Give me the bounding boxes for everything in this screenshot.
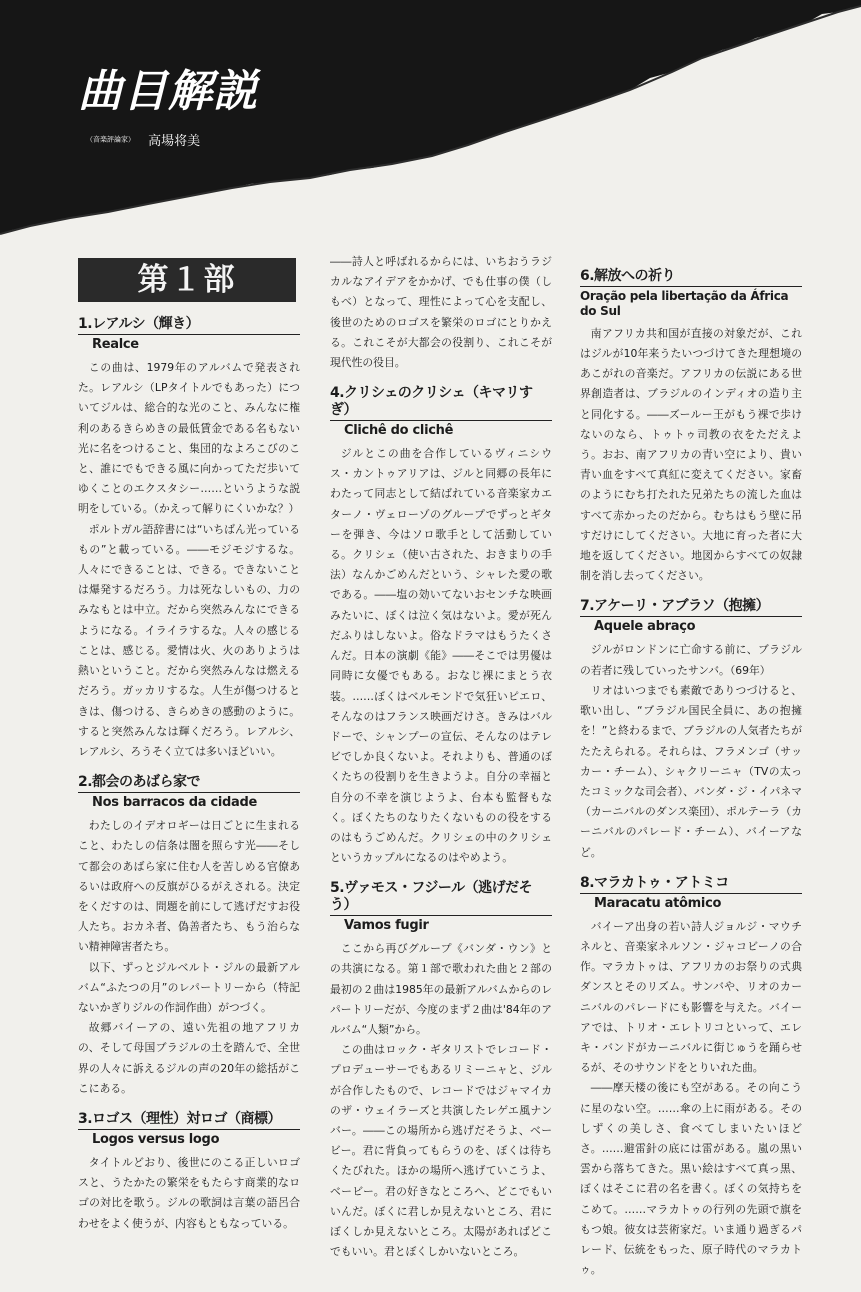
paragraph: この曲はロック・ギタリストでレコード・プロデューサーでもあるリミーニャと、ジルが合作したもので、レコードではジャマイカのザ・ウェイラーズと共演したレゲエ風ナンバー。――この場所から逃げだそうよ、ベービー。君に背負ってもらうのを、ぼくは待ちくたびれた。ほかの場所へ逃げていこうよ、ベービー。君の好きなところへ、どこでもいいんだ。ぼくに君しか見えないところ、君にぼくしか見えないところ。太陽があればどこでもいい。君とぼくしかいないところ。 <box>330 1043 552 1259</box>
section-subtitle: Oração pela libertação da África do Sul <box>580 288 789 318</box>
column-2 <box>330 252 552 1274</box>
section-subtitle: Nos barracos da cidade <box>92 794 258 810</box>
section-cliche <box>330 385 552 868</box>
section-subtitle: Logos versus logo <box>92 1131 220 1147</box>
author-role: （音楽評論家） <box>86 135 135 144</box>
paragraph: ポルトガル語辞書には“いちばん光っているもの”と載っている。――モジモジするな。人々にできることは、できる。できないことは爆発するだろう。力は死なしいもの、力のみなもとは中立。だから突然みんなにできるようになる。イライラするな。人々の感じることは、感じる。愛情は火、火のありようは熱いということ。だから突然みんなは燃えるだろう。ガッカリするな。人生が傷つけるときは、傷つける、きらめきの感動のように。すると突然みんなは輝くだろう。レアルシ、レアルシ、ろうそく立ては多いほどいい。 <box>78 522 300 758</box>
author-credit <box>86 129 200 149</box>
section-heading: 6.解放への祈り <box>580 268 802 287</box>
paragraph: ジルとこの曲を合作しているヴィニシウス・カントゥアリアは、ジルと同郷の長年にわたって同志として結ばれている音楽家カエターノ・ヴェローゾのグループでずっとギターを弾き、今はソロ歌手として活動している。クリシェ（使い古された、おきまりの手法）なんかごめんだという、シャレた愛の歌である。――塩の効いてないおセンチな映画みたいに、ぼくは泣く気はないよ。愛が死んだふりはしないよ。俗なドラマはもうたくさんだ。日本の演劇《能》――そこでは男優は同時に女優でもある。おなじ裸にまとう衣装。……ぼくはベルモンドで気狂いピエロ、そんなのはフランス映画だけさ。きみはバルドーで、シャンプーの宣伝、そんなのはテレビでしか良くないよ。それよりも、普通のぼくたちの役割りを生きようよ。自分の幸福と自分の不幸を演じようよ、台本も監督もなく。ぼくたちのなりたくないものの役をするのはもうごめんだ。クリシェの中のクリシェというカップルになるのはやめよう。 <box>330 447 552 865</box>
section-heading: 3.ロゴス（理性）対ロゴ（商標） <box>78 1111 300 1130</box>
section-heading: 5.ヴァモス・フジール（逃げだそう） <box>330 880 552 916</box>
page-title: 曲目解説 <box>78 66 258 117</box>
section-heading: 1.レアルシ（輝き） <box>78 316 300 335</box>
paragraph: タイトルどおり、後世にのこる正しいロゴスと、うたかたの繁栄をもたらす商業的なロゴの対比を歌う。ジルの歌詞は言葉の語呂合わせをよく使うが、内容もともなっている。 <box>78 1156 300 1230</box>
section-logos-continued <box>330 252 552 373</box>
paragraph: バイーア出身の若い詩人ジョルジ・マウチネルと、音楽家ネルソン・ジャコビーノの合作。マラカトゥは、アフリカのお祭りの式典ダンスとそのリズム。サンバや、リオのカーニバルのパレードにも影響を与えた。バイーアでは、トリオ・エレトリコといって、エレキ・バンドがカーニバルに街じゅうを踊らせるが、そのサウンドをとりいれた曲。 <box>580 919 802 1075</box>
paragraph: わたしのイデオロギーは日ごとに生まれること、わたしの信条は闇を照らす光――そして都会のあばら家に住む人を苦しめる官僚あるいは政府への反旗がひるがえされる。決定をくだすのは、問題を前にして逃げだすお役人たち。おカネ者、偽善者たち、もう治らない精神障害者たち。 <box>78 819 300 954</box>
torn-paper-header <box>0 0 861 240</box>
section-vamos-fugir <box>330 880 552 1262</box>
part-one-banner: 第１部 <box>78 258 296 302</box>
section-heading: 7.アケーリ・アブラソ（抱擁） <box>580 598 802 617</box>
section-subtitle: Realce <box>92 336 139 352</box>
paragraph: この曲は、1979年のアルバムで発表された。レアルシ（LPタイトルでもあった）についてジルは、総合的な光のこと、みんなに権利のあるきらめきの最低賃金である名もない光に名をつけること、集団的なよろこびのこと、誰にでもできる風に向かってただ歩いてゆくことのエクスタシー……というような説明をしている。（かえって解りにくいかな？） <box>78 361 300 516</box>
section-subtitle: Maracatu atômico <box>594 895 722 911</box>
section-subtitle: Aquele abraço <box>594 619 696 635</box>
section-heading: 4.クリシェのクリシェ（キマリすぎ） <box>330 385 552 421</box>
section-subtitle: Clichê do clichê <box>344 422 454 438</box>
section-oracao <box>580 268 802 586</box>
column-3 <box>580 268 802 1292</box>
section-aquele-abraco <box>580 598 802 862</box>
section-heading: 2.都会のあばら家で <box>78 774 300 793</box>
paragraph: 以下、ずっとジルベルト・ジルの最新アルバム“ふたつの月”のレパートリーから（特記ないかぎりジルの作詞作曲）がつづく。 <box>78 960 300 1014</box>
paragraph: 南アフリカ共和国が直接の対象だが、これはジルが10年来うたいつづけてきた理想境のあこがれの音楽だ。アフリカの伝説にある世界創造者は、ブラジルのインディオの造り主と同化する。――ズールー王がもう裸で歩けないのなら、トゥトゥ司教の衣をただえよう。おお、南アフリカの青い空により、貴い青い血をすべて真紅に変えてください。家畜のようにむち打たれた兄弟たちの流した血はすべて赤かったのだから。むちはもう壁に吊すだけにしてください。大地に育った者に大地を返してください。地図からすべての奴隷制を消し去ってください。 <box>580 326 802 583</box>
paragraph: 故郷バイーアの、遠い先祖の地アフリカの、そして母国ブラジルの土を踏んで、全世界の人々に訴えるジルの声の20年の総括がここにある。 <box>78 1021 300 1095</box>
column-1 <box>78 316 300 1246</box>
section-realce <box>78 316 300 762</box>
section-logos <box>78 1111 300 1234</box>
paragraph: リオはいつまでも素敵でありつづけると、歌い出し、“ブラジル国民全員に、あの抱擁を！”と終わるまで、ブラジルの人気者たちがたたえられる。それらは、フラメンゴ（サッカー・チーム）、シャクリーニャ（TVの太ったコミックな司会者）、バンダ・ジ・イパネマ（カーニバルのダンス楽団）、ポルテーラ（カーニバルのパレード・チーム）、バイーアなど。 <box>580 683 802 859</box>
paragraph: ジルがロンドンに亡命する前に、ブラジルの若者に残していったサンバ。（69年） <box>580 643 802 677</box>
author-name: 高場将美 <box>148 134 201 149</box>
section-subtitle: Vamos fugir <box>344 917 429 933</box>
section-nos-barracos <box>78 774 300 1099</box>
section-heading: 8.マラカトゥ・アトミコ <box>580 875 802 894</box>
paragraph: ここから再びグループ《バンダ・ウン》との共演になる。第１部で歌われた曲と２部の最初の２曲は1985年の最新アルバムからのレパートリーだが、今度のまず２曲は'84年のアルバム“人類”から。 <box>330 942 552 1036</box>
paragraph: ――摩天楼の後にも空がある。その向こうに星のない空。……傘の上に雨がある。そのしずくの美しさ、食べてしまいたいほどさ。……避雷針の底には雷がある。嵐の黒い雲から落ちてきた。黒い絵はすべて真っ黒、ぼくはそこに君の名を書く。ぼくの気持ちをこめて。……マラカトゥの行列の先頭で旗をもつ娘。彼女は芸術家だ。いま通り過ぎるパレード、伝統をもった、原子時代のマラカトゥ。 <box>580 1081 802 1277</box>
paragraph: ――詩人と呼ばれるからには、いちおうラジカルなアイデアをかかげ、でも仕事の僕（しもべ）となって、理性によって心を支配し、後世のためのロゴスを繁栄のロゴにとりかえる。これこそが大都会の役割り、これこそが現代性の役目。 <box>330 255 552 370</box>
